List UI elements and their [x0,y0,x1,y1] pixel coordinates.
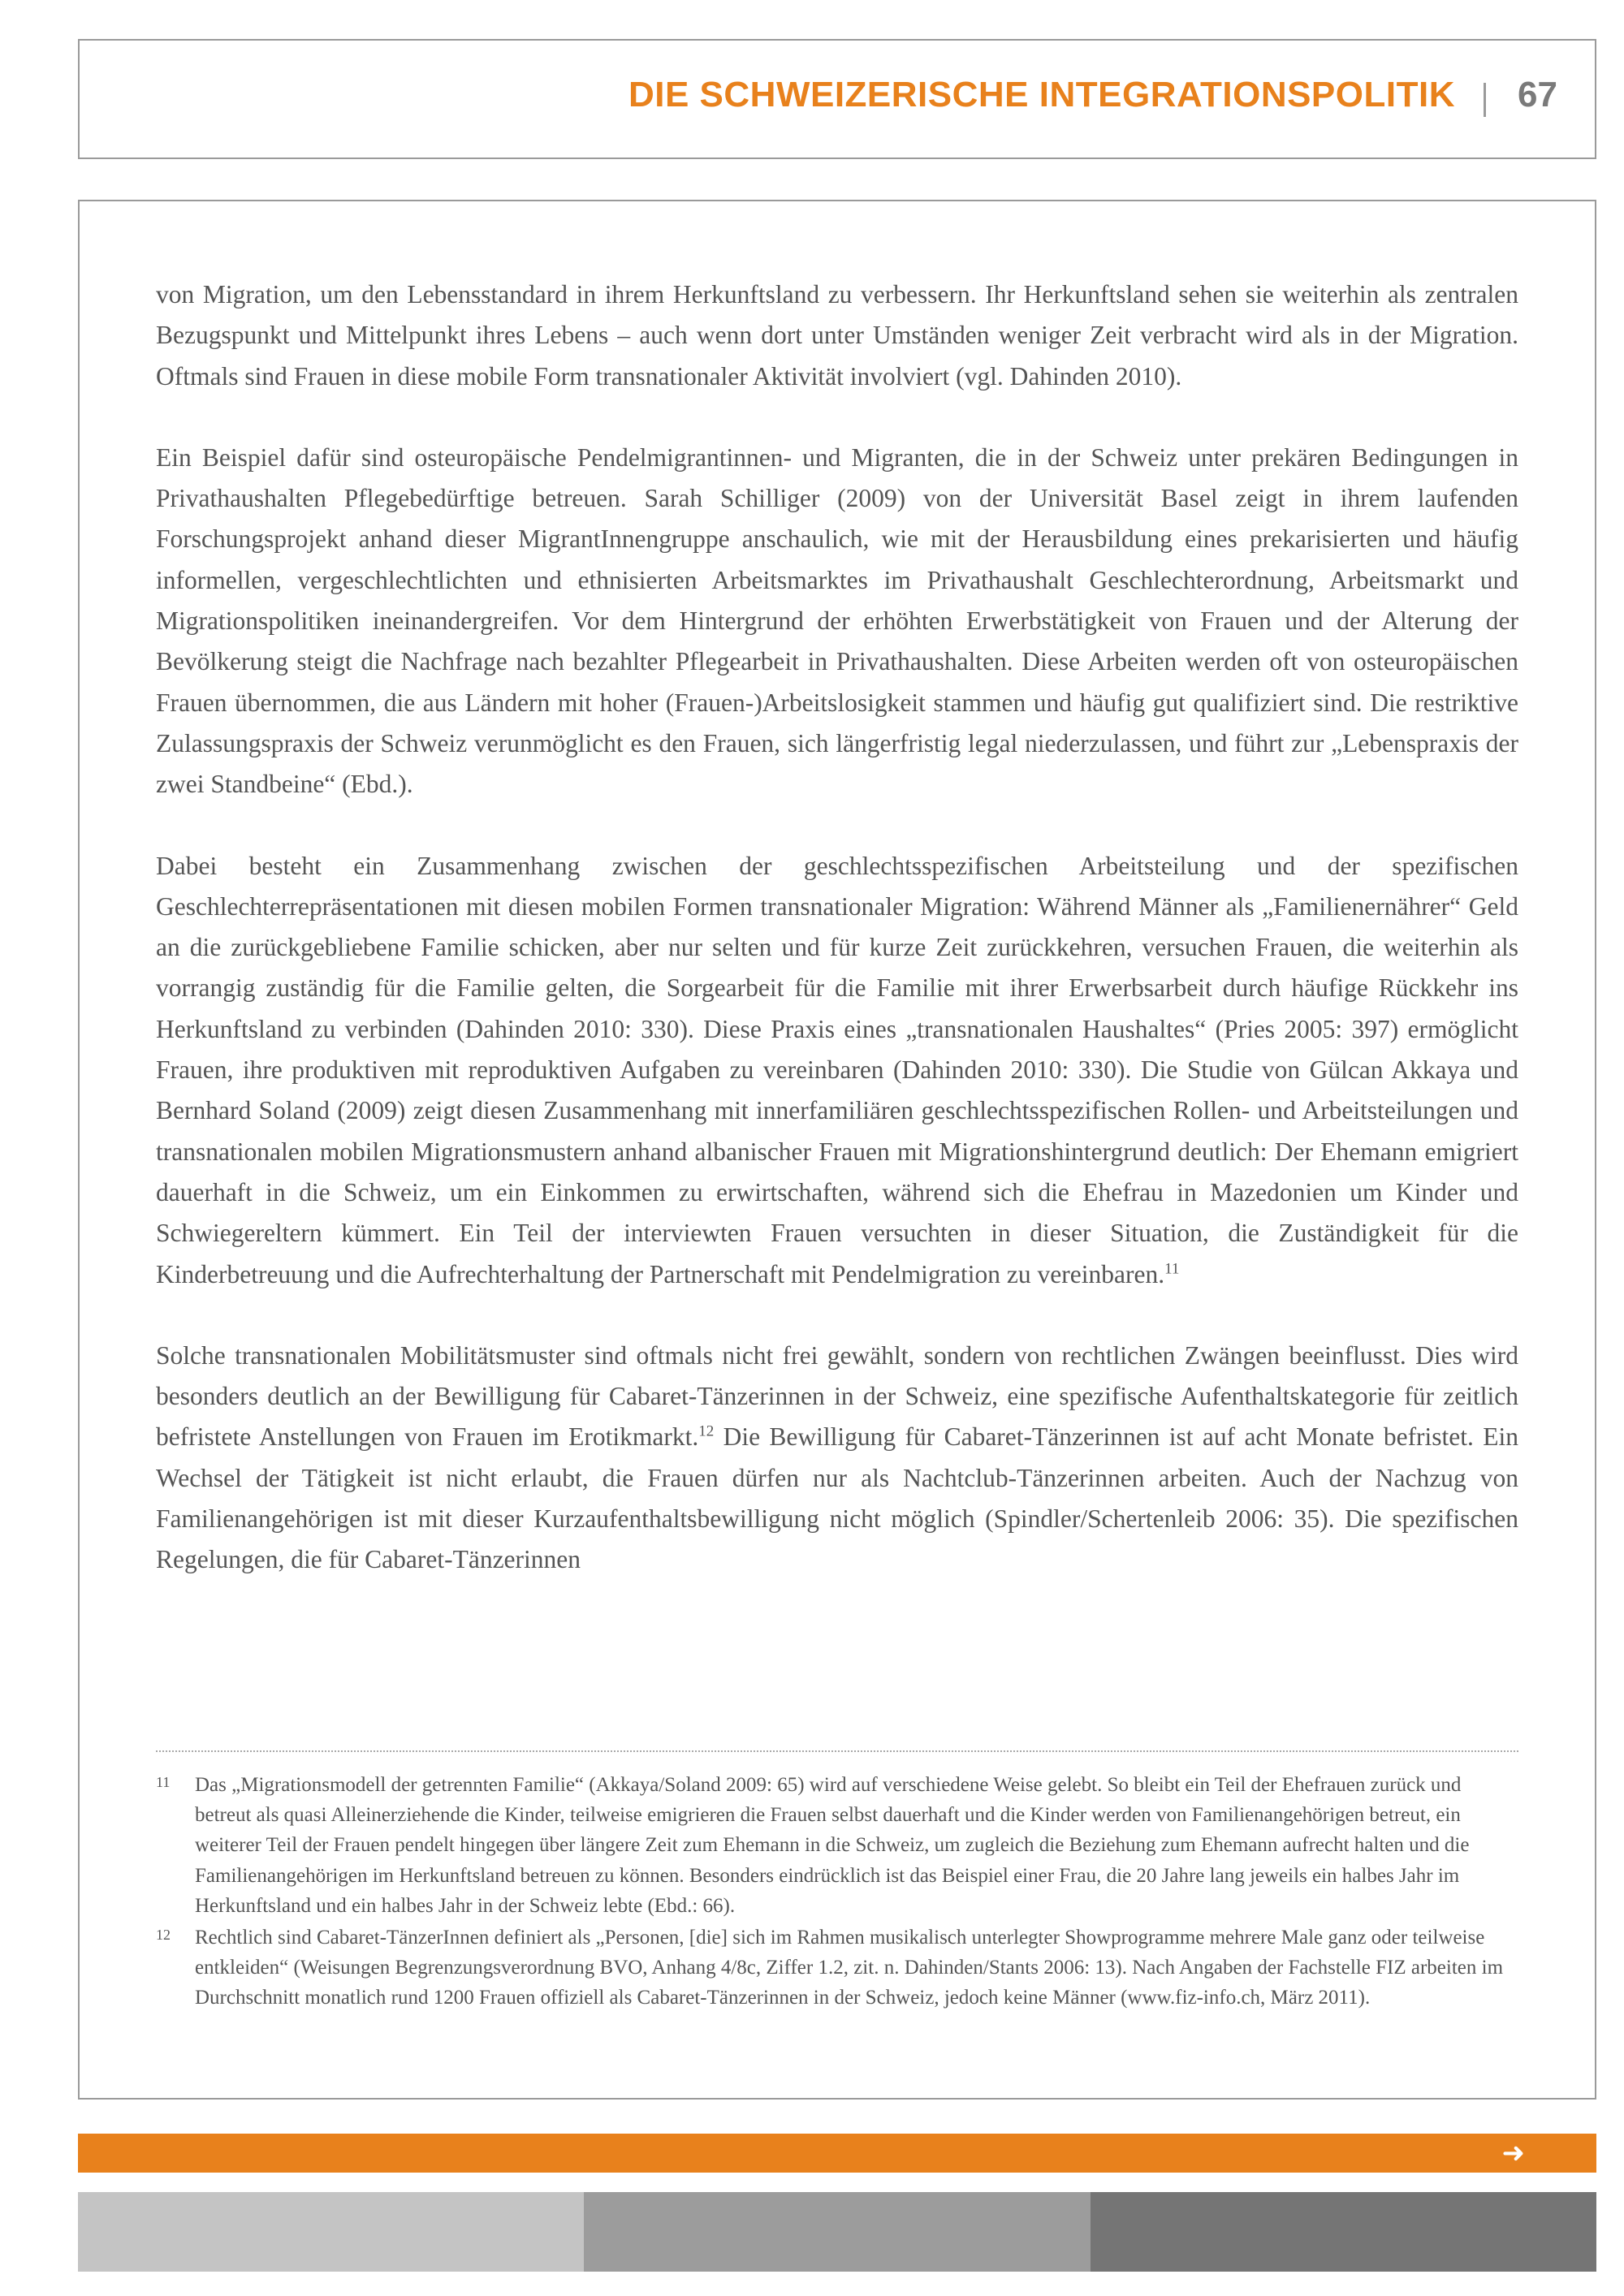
content-frame [78,200,1596,2100]
footnote-number: 11 [156,1774,171,1790]
footnote-text: Das „Migrationsmodell der getrennten Familie“ (Akkaya/Soland 2009: 65) wird auf verschiedene Weise gelebt. So bleibt ein Teil der Ehefrauen zurück und betreut als quasi Alleinerziehende die Kinder, teilweise emigrieren die Frauen selbst dauerhaft und die Kinder werden von Familienangehörigen betreut, ein weiterer Teil der Frauen pendelt hingegen über längere Zeit zum Ehemann in die Schweiz, um zugleich die Beziehung zum Ehemann aufrecht halten und die Familienangehörigen im Herkunftsland betreuen zu können. Besonders eindrücklich ist das Beispiel einer Frau, die 20 Jahre lang jeweils ein halbes Jahr im Herkunftsland und ein halbes Jahr in der Schweiz lebte (Ebd.: 66). [195,1774,1470,1917]
footnote-number: 12 [156,1927,171,1944]
header-separator [1484,83,1486,117]
footnotes [156,1770,1518,2015]
paragraph-3 [156,846,1518,1295]
paragraph-1: von Migration, um den Lebensstandard in ihrem Herkunftsland zu verbessern. Ihr Herkunftsland sehen sie weiterhin als zentralen Bezugspunkt und Mittelpunkt ihres Lebens – auch wenn dort unter Umständen weniger Zeit verbracht wird als in der Migration. Oftmals sind Frauen in diese mobile Form transnationaler Aktivität involviert (vgl. Dahinden 2010). [156,280,1518,391]
footnote-text: Rechtlich sind Cabaret-TänzerInnen definiert als „Personen, [die] sich im Rahmen musikalisch unterlegter Showprogramme mehrere Male ganz oder teilweise entkleiden“ (Weisungen Begrenzungsverordnung BVO, Anhang 4/8c, Ziffer 1.2, zit. n. Dahinden/Stants 2006: 13). Nach Angaben der Fachstelle FIZ arbeiten im Durchschnitt monatlich rund 1200 Frauen offiziell als Cabaret-Tänzerinnen in der Schweiz, jedoch keine Männer (www.fiz-info.ch, März 2011). [195,1927,1504,2009]
page-number: 67 [1518,75,1557,114]
footnote-12 [156,1923,1518,2013]
footer-bar-dark [1091,2192,1596,2272]
footnote-11 [156,1770,1518,1921]
footer-bar-medium [584,2192,1090,2272]
page-header [78,39,1596,159]
footnote-ref-12[interactable]: 12 [698,1422,715,1440]
paragraph-4-text-a: Solche transnationalen Mobilitätsmuster sind oftmals nicht frei gewählt, sondern von rechtlichen Zwängen beeinflusst. Dies wird besonders deutlich an der Bewilligung für Cabaret-Tänzerinnen in der Schweiz, eine spezifische Aufenthaltskategorie für zeitlich befristete Anstellungen von Frauen im Erotikmarkt. [156,1340,1518,1452]
arrow-right-icon[interactable]: ➜ [1501,2137,1525,2169]
footnote-ref-11[interactable]: 11 [1164,1260,1180,1278]
footer-bar-light [78,2192,584,2272]
paragraph-2: Ein Beispiel dafür sind osteuropäische Pendelmigrantinnen- und Migranten, die in der Schweiz unter prekären Bedingungen in Privathaushalten Pflegebedürftige betreuen. Sarah Schilliger (2009) von der Universität Basel zeigt in ihrem laufenden Forschungsprojekt anhand dieser MigrantInnengruppe anschaulich, wie mit der Herausbildung eines prekarisierten und häufig informellen, vergeschlechtlichten und ethnisierten Arbeitsmarktes im Privathaushalt Geschlechterordnung, Arbeitsmarkt und Migrationspolitiken ineinandergreifen. Vor dem Hintergrund der erhöhten Erwerbstätigkeit von Frauen und der Alterung der Bevölkerung steigt die Nachfrage nach bezahlter Pflegearbeit in Privathaushalten. Diese Arbeiten werden oft von osteuropäischen Frauen übernommen, die aus Ländern mit hoher (Frauen-)Arbeitslosigkeit stammen und häufig gut qualifiziert sind. Die restriktive Zulassungspraxis der Schweiz verunmöglicht es den Frauen, sich längerfristig legal niederzulassen, und führt zur „Lebenspraxis der zwei Standbeine“ (Ebd.). [156,442,1518,799]
paragraph-3-text: Dabei besteht ein Zusammenhang zwischen der geschlechtsspezifischen Arbeitsteilung und der spezifischen Geschlechterrepräsentationen mit diesen mobilen Formen transnationaler Migration: Während Männer als „Familienernährer“ Geld an die zurückgebliebene Familie schicken, aber nur selten und für kurze Zeit zurückkehren, versuchen Frauen, die weiterhin als vorrangig zuständig für die Familie gelten, die Sorgearbeit für die Familie mit ihrer Erwerbsarbeit durch häufige Rückkehr ins Herkunftsland zu verbinden (Dahinden 2010: 330). Diese Praxis eines „transnationalen Haushaltes“ (Pries 2005: 397) ermöglicht Frauen, ihre produktiven mit reproduktiven Aufgaben zu vereinbaren (Dahinden 2010: 330). Die Studie von Gülcan Akkaya und Bernhard Soland (2009) zeigt diesen Zusammenhang mit innerfamiliären geschlechtsspezifischen Rollen- und Arbeitsteilungen und transnationalen mobilen Migrationsmustern anhand albanischer Frauen mit Migrationshintergrund deutlich: Der Ehemann emigriert dauerhaft in die Schweiz, um ein Einkommen zu erwirtschaften, während sich die Ehefrau in Mazedonien um Kinder und Schwiegereltern kümmert. Ein Teil der interviewten Frauen versuchten in dieser Situation, die Zuständigkeit für die Kinderbetreuung und die Aufrechterhaltung der Partnerschaft mit Pendelmigration zu vereinbaren. [156,851,1518,1288]
footer-color-bars [78,2192,1596,2272]
paragraph-4 [156,1336,1518,1581]
paragraph-4-text-b: Die Bewilligung für Cabaret-Tänzerinnen ist auf acht Monate befristet. Ein Wechsel der Tätigkeit ist nicht erlaubt, die Frauen dürfen nur als Nachtclub-Tänzerinnen arbeiten. Auch der Nachzug von Familienangehörigen ist mit dieser Kurzaufenthaltsbewilligung nicht möglich (Spindler/Schertenleib 2006: 35). Die spezifischen Regelungen, die für Cabaret-Tänzerinnen [156,1422,1519,1574]
body-text [156,274,1518,1581]
next-page-bar[interactable] [78,2134,1596,2173]
footnote-divider [156,1750,1518,1752]
chapter-title: DIE SCHWEIZERISCHE INTEGRATIONSPOLITIK [628,75,1455,114]
